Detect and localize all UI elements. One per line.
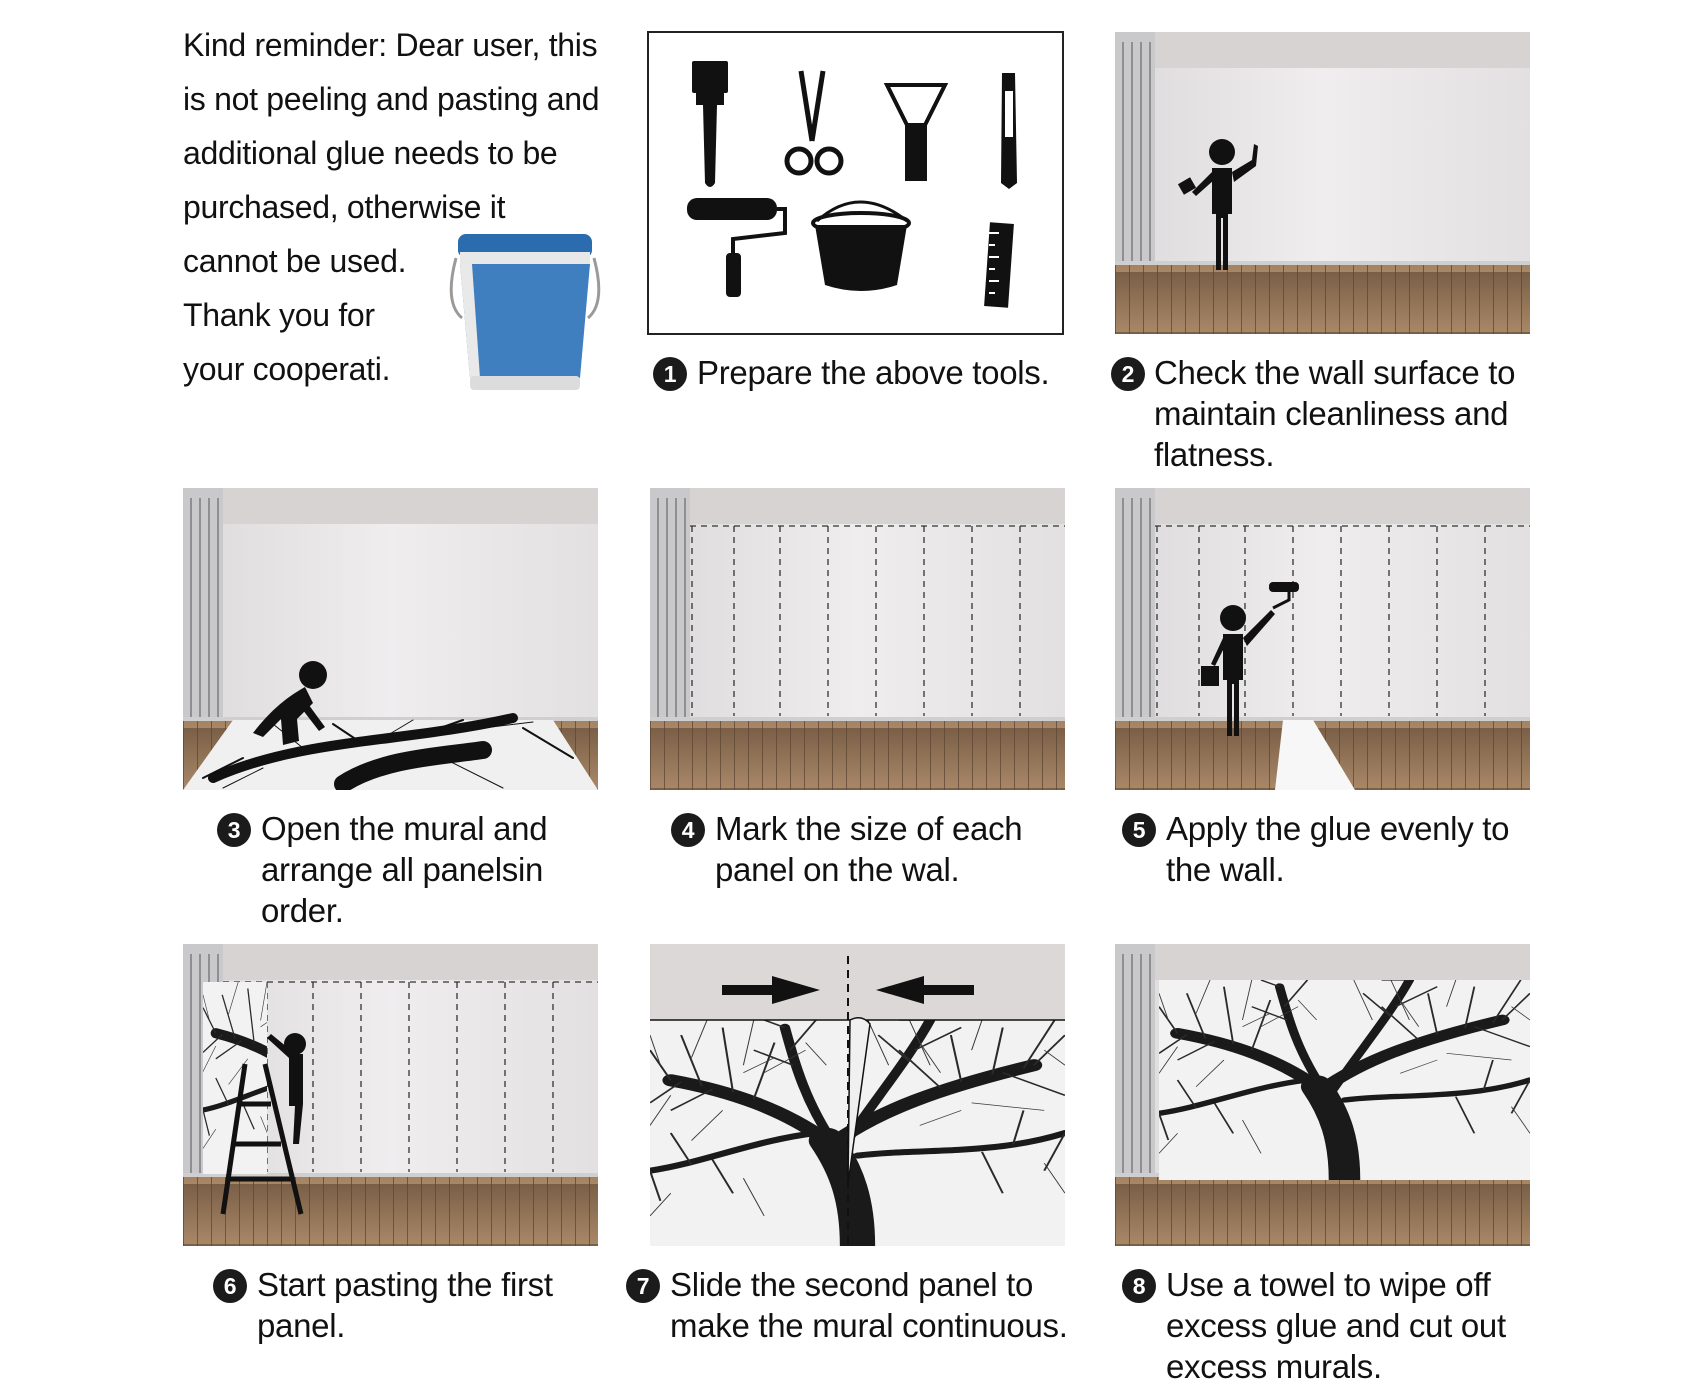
step-number-badge: 6 — [213, 1269, 247, 1303]
reminder-line: your cooperati. — [183, 351, 391, 387]
caption-line: Open the mural and — [261, 810, 548, 847]
reminder-line: cannot be used. — [183, 243, 407, 279]
caption-line: panel. — [257, 1307, 346, 1344]
step-5-caption — [1132, 808, 1510, 890]
step-5-image — [1115, 488, 1530, 790]
caption-line: the wall. — [1166, 851, 1285, 888]
utility-knife-icon — [1001, 73, 1017, 189]
caption-line: order. — [261, 892, 344, 929]
step-2-image — [1115, 32, 1530, 334]
caption-line: arrange all panelsin — [261, 851, 544, 888]
caption-line: Mark the size of each — [715, 810, 1023, 847]
reminder-line: Kind reminder: Dear user, this — [183, 27, 598, 63]
step-number-badge: 1 — [653, 357, 687, 391]
caption-line: excess murals. — [1166, 1348, 1382, 1385]
caption-line: Check the wall surface to — [1154, 354, 1516, 391]
paint-roller-icon — [687, 198, 785, 297]
caption-line: Slide the second panel to — [670, 1266, 1034, 1303]
step-8-caption — [1132, 1264, 1506, 1387]
caption-line: flatness. — [1154, 436, 1275, 473]
bucket-icon — [813, 202, 909, 291]
paint-brush-icon — [692, 61, 728, 187]
reminder-line: additional glue needs to be — [183, 135, 558, 171]
caption-line: Apply the glue evenly to — [1166, 810, 1510, 847]
step-number-badge: 2 — [1111, 357, 1145, 391]
reminder-line: purchased, otherwise it — [183, 189, 506, 225]
scraper-icon — [887, 85, 945, 181]
step-4-caption — [681, 808, 1023, 890]
step-3-caption — [227, 808, 548, 931]
step-1-caption — [663, 352, 1050, 393]
step-4-image — [650, 488, 1065, 790]
caption-line: Start pasting the first — [257, 1266, 553, 1303]
step-7-caption — [636, 1264, 1068, 1346]
caption-line: excess glue and cut out — [1166, 1307, 1506, 1344]
step-number-badge: 4 — [671, 813, 705, 847]
ruler-icon — [984, 222, 1014, 307]
glue-bucket-icon — [448, 228, 602, 398]
caption-line: Use a towel to wipe off — [1166, 1266, 1491, 1303]
caption-line: make the mural continuous. — [670, 1307, 1068, 1344]
reminder-line: is not peeling and pasting and — [183, 81, 600, 117]
step-number-badge: 3 — [217, 813, 251, 847]
step-6-caption — [223, 1264, 553, 1346]
step-8-image — [1115, 944, 1530, 1246]
scissors-icon — [787, 71, 841, 173]
step-7-image — [650, 944, 1065, 1246]
caption-line: panel on the wal. — [715, 851, 960, 888]
step-2-caption — [1154, 352, 1530, 475]
step-6-image — [183, 944, 598, 1246]
step-number-badge: 7 — [626, 1269, 660, 1303]
step-number-badge: 8 — [1122, 1269, 1156, 1303]
tools-box — [647, 31, 1064, 335]
step-number-badge: 5 — [1122, 813, 1156, 847]
caption-line: Prepare the above tools. — [697, 354, 1050, 391]
reminder-line: Thank you for — [183, 297, 375, 333]
caption-line: maintain cleanliness and — [1154, 395, 1509, 432]
step-3-image — [183, 488, 598, 790]
